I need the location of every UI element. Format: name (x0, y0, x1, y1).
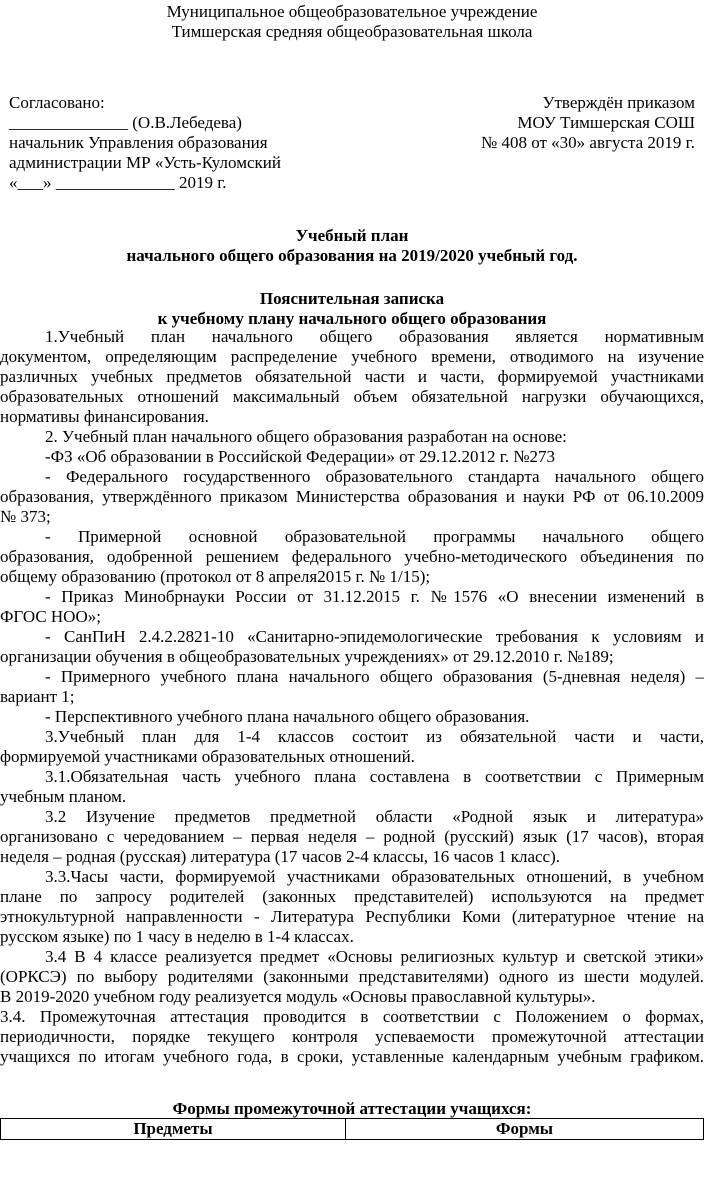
body-line: № 373; (0, 507, 51, 526)
body-line: учебным планом. (0, 787, 127, 806)
body-line: русском языке) по 1 часу в неделю в 1-4 классах. (0, 927, 354, 946)
note-title (0, 289, 704, 329)
approval-left-line-5: «___» ______________ 2019 г. (9, 173, 227, 192)
document-title (0, 226, 704, 266)
table-header-subjects: Предметы (1, 1119, 346, 1140)
school-header (0, 2, 704, 42)
body-line: образования, одобренной решением федерального учебно-методического объединения по (0, 547, 704, 566)
table-header-forms: Формы (346, 1119, 704, 1140)
body-line: -ФЗ «Об образовании в Российской Федерации» от 29.12.2012 г. №273 (45, 447, 556, 466)
document-body (0, 327, 704, 1067)
body-line: - Приказ Минобрнауки России от 31.12.2015 г. №1576 «О внесении изменений в (45, 587, 704, 606)
body-line: 3.1.Обязательная часть учебного плана составлена в соответствии с Примерным (45, 767, 704, 786)
note-title-line-1: Пояснительная записка (259, 289, 445, 308)
body-line: 3.Учебный план для 1-4 классов состоит из обязательной части и части, (45, 727, 704, 746)
approval-right-line-2: МОУ Тимшерская СОШ (517, 113, 695, 132)
approval-left-line-4: администрации МР «Усть-Куломский (9, 153, 281, 172)
body-line: плане по запросу родителей (законных представителей) используются на предмет (0, 887, 704, 906)
body-line: 3.3.Часы части, формируемой участниками образовательных отношений, в учебном (45, 867, 704, 886)
body-line: этнокультурной направленности - Литература Республики Коми (литературное чтение на (0, 907, 704, 926)
body-line: различных учебных предметов обязательной части и части, формируемой участниками (0, 367, 704, 386)
body-line: образования, утверждённого приказом Министерства образования и науки РФ от 06.10.2009 (0, 487, 704, 506)
body-line: неделя – родная (русская) литература (17 часов 2-4 классы, 16 часов 1 класс). (0, 847, 561, 866)
body-line: 2. Учебный план начального общего образования разработан на основе: (45, 427, 567, 446)
header-line-2: Тимшерская средняя общеобразовательная школа (171, 22, 533, 41)
approval-left-line-2: ______________ (О.В.Лебедева) (9, 113, 242, 132)
body-line: 1.Учебный план начального общего образования является нормативным (45, 327, 704, 346)
body-text (0, 327, 704, 1067)
body-line: организации обучения в общеобразовательных учреждениях» от 29.12.2010 г. №189; (0, 647, 614, 666)
document-title-line-2: начального общего образования на 2019/2020 учебный год. (126, 246, 578, 265)
body-line: - Примерного учебного плана начального общего образования (5-дневная неделя) – (45, 667, 704, 686)
body-line: ФГОС НОО»; (0, 607, 101, 626)
body-line: 3.2 Изучение предметов предметной области «Родной язык и литература» (45, 807, 704, 826)
body-line: документом, определяющим распределение учебного времени, отводимого на изучение (0, 347, 704, 366)
body-line: 3.4 В 4 классе реализуется предмет «Основы религиозных культур и светской этики» (45, 947, 704, 966)
body-line: - СанПиН 2.4.2.2821-10 «Санитарно-эпидемологические требования к условиям и (45, 627, 704, 646)
approval-right-line-3: № 408 от «30» августа 2019 г. (480, 133, 695, 152)
body-line: (ОРКСЭ) по выбору родителями (законными представителями) одного из шести модулей. (0, 967, 704, 986)
body-line: - Примерной основной образовательной программы начального общего (45, 527, 704, 546)
body-line: общему образованию (протокол от 8 апреля2015 г. № 1/15); (0, 567, 431, 586)
approval-right (395, 93, 695, 153)
body-line: периодичности, порядке текущего контроля успеваемости промежуточной аттестации (0, 1027, 704, 1046)
note-title-line-2: к учебному плану начального общего образования (157, 309, 547, 328)
approval-left (9, 93, 339, 193)
forms-table (0, 1118, 704, 1140)
forms-title: Формы промежуточной аттестации учащихся: (172, 1099, 532, 1118)
body-line: 3.4. Промежуточная аттестация проводится в соответствии с Положением о формах, (0, 1007, 704, 1026)
approval-left-line-3: начальник Управления образования (9, 133, 268, 152)
body-line: учащихся по итогам учебного года, в сроки, уставленные календарным учебным графиком. (0, 1047, 704, 1066)
body-line: образовательных отношений максимальный объем обязательной нагрузки обучающихся, (0, 387, 704, 406)
body-line: формируемой участниками образовательных отношений. (0, 747, 415, 766)
table-header-row (1, 1119, 704, 1140)
body-line: нормативы финансирования. (0, 407, 209, 426)
approval-right-line-1: Утверждён приказом (542, 93, 695, 112)
header-line-1: Муниципальное общеобразовательное учреждение (166, 2, 538, 21)
body-line: организовано с чередованием – первая неделя – родной (русский) язык (17 часов), вторая (0, 827, 704, 846)
body-line: вариант 1; (0, 687, 75, 706)
body-line: - Федерального государственного образовательного стандарта начального общего (45, 467, 704, 486)
body-line: В 2019-2020 учебном году реализуется модуль «Основы православной культуры». (0, 987, 596, 1006)
document-title-line-1: Учебный план (295, 226, 409, 245)
body-line: - Перспективного учебного плана начального общего образования. (45, 707, 530, 726)
approval-left-line-1: Согласовано: (9, 93, 105, 112)
